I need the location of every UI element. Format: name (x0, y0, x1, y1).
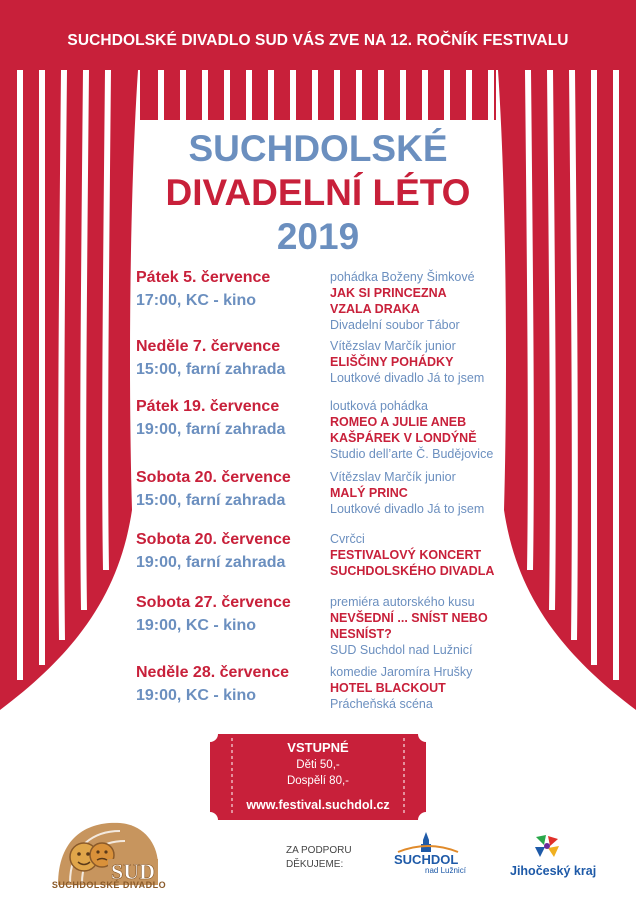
valance-stripe (158, 70, 164, 120)
event-subtitle: loutková pohádka (330, 399, 428, 413)
valance-stripe (488, 70, 494, 120)
support-text (286, 844, 352, 872)
ticket-box (210, 734, 426, 820)
event-time: 19:00, farní zahrada (136, 554, 286, 571)
event-company: Divadelní soubor Tábor (330, 318, 460, 332)
event-company: Loutkové divadlo Já to jsem (330, 371, 485, 385)
event-time: 19:00, KC - kino (136, 687, 257, 704)
event-day: Neděle 7. července (136, 338, 281, 355)
valance-stripe (356, 70, 362, 120)
event-subtitle: Cvrčci (330, 532, 365, 546)
event-company: Studio dell’arte Č. Budějovice (330, 447, 494, 461)
valance-stripe (422, 70, 428, 120)
support-line-1: ZA PODPORU (286, 845, 352, 856)
suchdol-sub: nad Lužnicí (425, 866, 466, 875)
valance-stripe (246, 70, 252, 120)
sud-logo-text: SUD (110, 859, 156, 884)
event-time: 15:00, farní zahrada (136, 492, 286, 509)
event-title: ROMEO A JULIE ANEB KAŠPÁREK V LONDÝNĚ (330, 415, 477, 445)
event-title: HOTEL BLACKOUT (330, 681, 446, 695)
ticket-adult-price: Dospělí 80,- (286, 775, 349, 787)
event-time: 19:00, KC - kino (136, 617, 257, 634)
event-company: SUD Suchdol nad Lužnicí (330, 643, 473, 657)
event-day: Sobota 27. července (136, 594, 291, 611)
valance-stripe (312, 70, 318, 120)
event-day: Sobota 20. července (136, 531, 291, 548)
top-valance (0, 70, 636, 120)
event-day: Sobota 20. července (136, 469, 291, 486)
event-title: MALÝ PRINC (330, 486, 408, 500)
event-subtitle: Vítězslav Marčík junior (330, 470, 456, 484)
valance-stripe (180, 70, 186, 120)
title-line-1: SUCHDOLSKÉ (188, 128, 448, 169)
event-time: 15:00, farní zahrada (136, 361, 286, 378)
event-company: Loutkové divadlo Já to jsem (330, 502, 485, 516)
event-subtitle: pohádka Boženy Šimkové (330, 270, 475, 284)
title-year: 2019 (276, 216, 360, 257)
event-title: ELIŠČINY POHÁDKY (330, 355, 454, 369)
valance-stripe (378, 70, 384, 120)
valance-stripe (224, 70, 230, 120)
event-day: Neděle 28. července (136, 664, 289, 681)
jihocesky-kraj-logo-icon (532, 833, 562, 859)
suchdol-logo: SUCHDOL (394, 852, 459, 867)
valance-stripe (202, 70, 208, 120)
event-day: Pátek 19. července (136, 398, 280, 415)
event-time: 17:00, KC - kino (136, 292, 257, 309)
valance-stripe (334, 70, 340, 120)
support-line-2: DĚKUJEME: (286, 859, 344, 870)
ticket-children-price: Děti 50,- (296, 759, 340, 771)
event-subtitle: premiéra autorského kusu (330, 595, 475, 609)
event-title: JAK SI PRINCEZNA VZALA DRAKA (330, 286, 447, 316)
event-title: NEVŠEDNÍ ... SNÍST NEBO NESNÍST? (330, 611, 488, 641)
valance-stripe (444, 70, 450, 120)
title-line-2: DIVADELNÍ LÉTO (165, 172, 471, 213)
valance-stripe (400, 70, 406, 120)
event-time: 19:00, farní zahrada (136, 421, 286, 438)
event-company: Práchеňská scéna (330, 697, 433, 711)
valance-stripe (466, 70, 472, 120)
event-title: FESTIVALOVÝ KONCERT SUCHDOLSKÉHO DIVADLA (330, 548, 495, 578)
event-subtitle: komedie Jaromíra Hrušky (330, 665, 473, 679)
jihocesky-kraj-logo: Jihočeský kraj (510, 864, 597, 878)
invitation-text: SUCHDOLSKÉ DIVADLO SUD VÁS ZVE NA 12. ROČNÍK FESTIVALU (67, 32, 569, 49)
valance-stripe (290, 70, 296, 120)
valance-stripe (268, 70, 274, 120)
website-link[interactable]: www.festival.suchdol.cz (246, 798, 390, 812)
event-day: Pátek 5. července (136, 269, 271, 286)
event-subtitle: Vítězslav Marčík junior (330, 339, 456, 353)
sud-name: SUCHDOLSKÉ DIVADLO (51, 880, 167, 890)
ticket-label: VSTUPNÉ (287, 740, 349, 755)
